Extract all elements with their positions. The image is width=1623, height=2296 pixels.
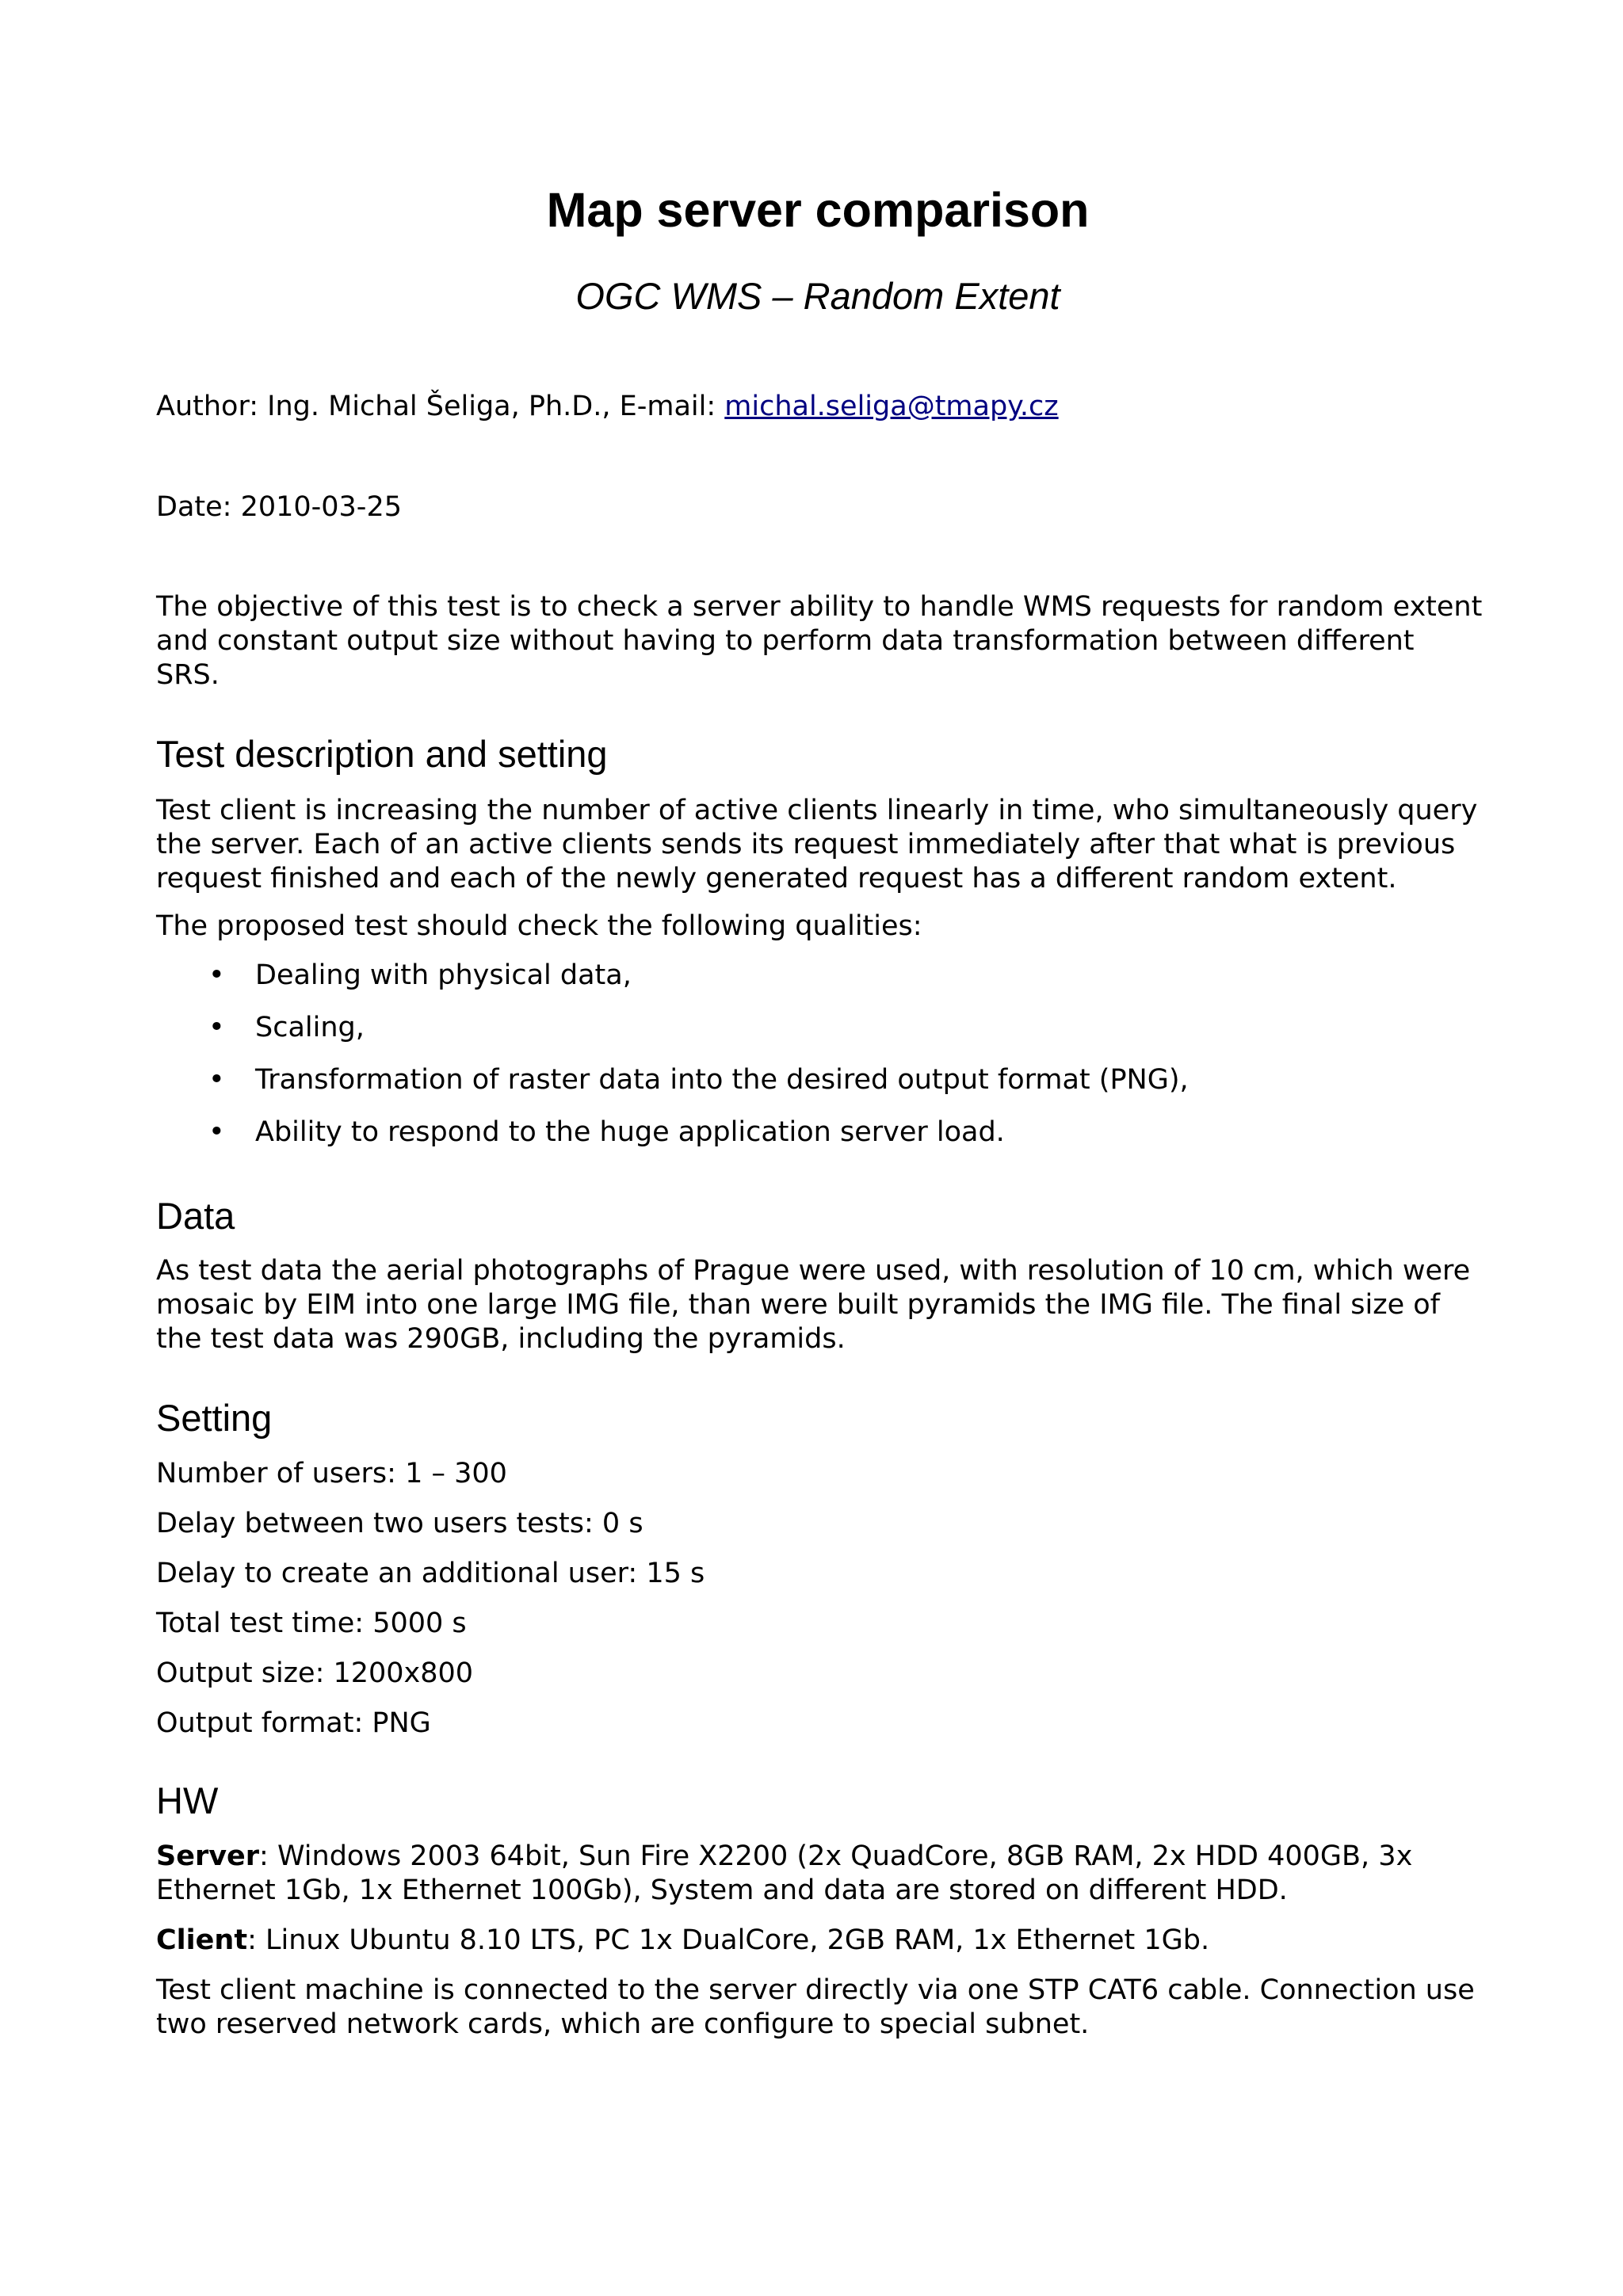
list-item — [156, 1011, 1480, 1063]
hw-server-line-1 — [156, 1840, 1495, 1874]
qualities-intro: The proposed test should check the following qualities: — [156, 910, 922, 942]
list-item — [156, 1063, 1480, 1116]
list-item — [156, 959, 1480, 1011]
hw-server-line-2: Ethernet 1Gb, 1x Ethernet 100Gb), System and data are stored on different HDD. — [156, 1875, 1288, 1906]
list-item — [156, 1116, 1480, 1168]
data-line-1: As test data the aerial photographs of Prague were used, with resolution of 10 cm, which were — [156, 1255, 1471, 1287]
objective-line-1: The objective of this test is to check a server ability to handle WMS requests for random extent — [156, 591, 1483, 623]
author-prefix: Author: Ing. Michal Šeliga, Ph.D., E-mail: — [156, 391, 725, 422]
hw-client-line — [156, 1924, 1495, 1958]
test-desc-line-2: the server. Each of an active clients sends its request immediately after that what is previous — [156, 829, 1456, 860]
author-line — [156, 390, 1495, 424]
bullet-icon: • — [208, 1064, 225, 1096]
document-subtitle: OGC WMS – Random Extent — [575, 275, 1060, 317]
objective-line-2: and constant output size without having to perform data transformation between different — [156, 625, 1415, 657]
test-desc-line-1: Test client is increasing the number of active clients linearly in time, who simultaneously query — [156, 795, 1478, 826]
setting-delay-additional-user: Delay to create an additional user: 15 s — [156, 1558, 705, 1589]
heading-data: Data — [156, 1195, 235, 1237]
list-item-text: Scaling, — [255, 1012, 365, 1043]
list-item-text: Ability to respond to the huge application server load. — [255, 1116, 1005, 1148]
bullet-icon: • — [208, 1116, 225, 1148]
client-label: Client — [156, 1924, 248, 1956]
server-text: : Windows 2003 64bit, Sun Fire X2200 (2x QuadCore, 8GB RAM, 2x HDD 400GB, 3x — [259, 1840, 1413, 1872]
date-line: Date: 2010-03-25 — [156, 491, 402, 523]
data-line-2: mosaic by EIM into one large IMG file, than were built pyramids the IMG file. The final size of — [156, 1289, 1440, 1321]
hw-connection-line-2: two reserved network cards, which are configure to special subnet. — [156, 2008, 1090, 2040]
heading-setting: Setting — [156, 1397, 273, 1439]
hw-connection-line-1: Test client machine is connected to the server directly via one STP CAT6 cable. Connection use — [156, 1974, 1475, 2006]
list-item-text: Transformation of raster data into the desired output format (PNG), — [255, 1064, 1189, 1096]
qualities-list — [156, 959, 1480, 1168]
heading-test-description: Test description and setting — [156, 733, 608, 775]
objective-line-3: SRS. — [156, 659, 220, 691]
setting-total-test-time: Total test time: 5000 s — [156, 1608, 467, 1639]
document-title: Map server comparison — [546, 183, 1090, 237]
data-line-3: the test data was 290GB, including the pyramids. — [156, 1323, 846, 1355]
test-desc-line-3: request finished and each of the newly generated request has a different random extent. — [156, 863, 1397, 894]
server-label: Server — [156, 1840, 260, 1872]
client-text: : Linux Ubuntu 8.10 LTS, PC 1x DualCore, 2GB RAM, 1x Ethernet 1Gb. — [247, 1924, 1210, 1956]
bullet-icon: • — [208, 959, 225, 991]
heading-hw: HW — [156, 1779, 219, 1821]
setting-delay-between-tests: Delay between two users tests: 0 s — [156, 1508, 643, 1539]
author-email-link[interactable]: michal.seliga@tmapy.cz — [724, 391, 1059, 422]
setting-output-format: Output format: PNG — [156, 1707, 431, 1739]
list-item-text: Dealing with physical data, — [255, 959, 632, 991]
bullet-icon: • — [208, 1012, 225, 1043]
setting-number-of-users: Number of users: 1 – 300 — [156, 1458, 507, 1489]
setting-output-size: Output size: 1200x800 — [156, 1657, 474, 1689]
